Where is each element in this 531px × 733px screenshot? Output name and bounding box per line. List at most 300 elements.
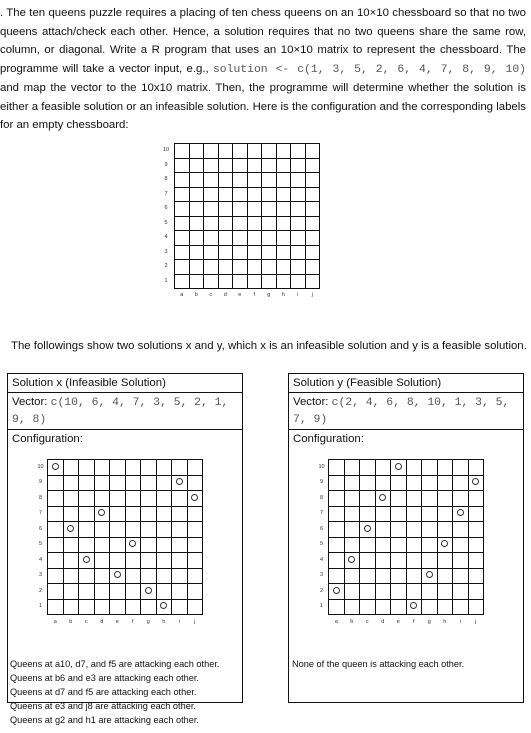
chessboard-grid: [315, 459, 484, 630]
board-square: [110, 599, 126, 615]
board-square: [406, 568, 422, 584]
board-square: [125, 460, 141, 476]
solution-x-vector: c(10, 6, 4, 7, 3, 5, 2, 1, 9, 8): [12, 397, 229, 426]
board-square: [125, 522, 141, 538]
board-square: [360, 584, 376, 600]
rank-label: 8: [164, 176, 168, 183]
board-square: [79, 568, 95, 584]
intro-text-2: and map the vector to the 10x10 matrix. Then, the programme will determine whether the solution is either a feasible solution or an infeasible solution. Here is the configuration and the corresponding labels for an empty chessboard:: [0, 82, 526, 131]
board-square: [422, 460, 438, 476]
rank-label: 6: [319, 525, 324, 532]
board-square: [141, 460, 157, 476]
example-code: solution <- c(1, 3, 5, 2, 6, 4, 7, 8, 9, 10): [212, 63, 527, 76]
board-square: [406, 599, 422, 615]
board-square: [94, 553, 110, 569]
note-line: Queens at d7 and f5 are attacking each other.: [10, 687, 197, 697]
board-square: [156, 460, 172, 476]
board-square: [291, 144, 306, 159]
board-square: [375, 522, 391, 538]
board-square: [360, 475, 376, 491]
board-square: [204, 144, 219, 159]
rank-label: 2: [38, 587, 43, 594]
rank-label: 8: [38, 494, 43, 501]
board-square: [79, 460, 95, 476]
board-square: [305, 260, 320, 275]
board-square: [437, 553, 453, 569]
board-square: [172, 584, 188, 600]
board-square: [262, 274, 277, 289]
rank-label: 3: [319, 572, 324, 579]
board-square: [453, 475, 469, 491]
board-square: [468, 537, 484, 553]
board-square: [48, 537, 64, 553]
board-square: [189, 216, 204, 231]
board-square: [329, 460, 345, 476]
board-square: [204, 274, 219, 289]
solution-y-config-label: Configuration:: [293, 433, 364, 445]
board-square: [48, 460, 64, 476]
board-square: [437, 599, 453, 615]
chessboard-grid: [158, 143, 320, 301]
board-square: [453, 599, 469, 615]
board-square: [204, 260, 219, 275]
board-square: [391, 537, 407, 553]
queen-marker-icon: [472, 478, 479, 485]
board-square: [189, 245, 204, 260]
board-square: [156, 568, 172, 584]
rank-label: 4: [38, 556, 43, 563]
board-square: [125, 506, 141, 522]
board-square: [468, 599, 484, 615]
board-square: [187, 599, 203, 615]
file-label: c: [209, 291, 213, 298]
board-square: [344, 475, 360, 491]
board-square: [437, 568, 453, 584]
board-square: [468, 506, 484, 522]
board-square: [48, 522, 64, 538]
board-square: [79, 537, 95, 553]
board-square: [94, 506, 110, 522]
queen-marker-icon: [191, 494, 198, 501]
board-square: [94, 568, 110, 584]
rank-label: 7: [319, 510, 324, 517]
board-square: [437, 537, 453, 553]
board-square: [305, 158, 320, 173]
board-square: [187, 553, 203, 569]
board-square: [175, 173, 190, 188]
note-line: Queens at e3 and j8 are attacking each other.: [10, 701, 196, 711]
board-square: [276, 216, 291, 231]
rank-label: 6: [164, 205, 168, 212]
board-square: [360, 537, 376, 553]
file-label: b: [194, 291, 198, 298]
board-square: [360, 491, 376, 507]
rank-label: 10: [37, 463, 44, 470]
board-square: [453, 491, 469, 507]
board-square: [79, 506, 95, 522]
board-square: [63, 584, 79, 600]
board-square: [247, 187, 262, 202]
board-square: [437, 522, 453, 538]
board-square: [172, 553, 188, 569]
board-square: [329, 584, 345, 600]
queen-marker-icon: [160, 602, 167, 609]
board-square: [141, 584, 157, 600]
board-square: [172, 599, 188, 615]
board-square: [247, 202, 262, 217]
board-square: [391, 475, 407, 491]
board-square: [175, 245, 190, 260]
file-label: g: [146, 618, 150, 625]
board-square: [468, 491, 484, 507]
board-square: [305, 173, 320, 188]
queen-marker-icon: [83, 556, 90, 563]
board-square: [156, 537, 172, 553]
board-square: [204, 202, 219, 217]
board-square: [187, 584, 203, 600]
board-square: [218, 274, 233, 289]
board-square: [204, 187, 219, 202]
board-square: [305, 245, 320, 260]
board-square: [453, 522, 469, 538]
board-square: [406, 491, 422, 507]
board-square: [48, 584, 64, 600]
board-square: [233, 158, 248, 173]
board-square: [375, 537, 391, 553]
queen-marker-icon: [98, 509, 105, 516]
solution-y-chessboard: [315, 459, 484, 630]
board-square: [125, 584, 141, 600]
board-square: [406, 553, 422, 569]
board-square: [468, 584, 484, 600]
rank-label: 2: [164, 263, 168, 270]
solution-x-notes: [10, 657, 219, 727]
rank-label: 1: [319, 603, 324, 610]
board-square: [344, 584, 360, 600]
board-square: [187, 522, 203, 538]
board-square: [360, 553, 376, 569]
board-square: [187, 460, 203, 476]
board-square: [437, 584, 453, 600]
file-label: h: [281, 291, 285, 298]
board-square: [262, 245, 277, 260]
file-label: c: [365, 618, 369, 625]
solution-x-config-label: Configuration:: [12, 433, 83, 445]
board-square: [329, 506, 345, 522]
board-square: [63, 553, 79, 569]
board-square: [94, 475, 110, 491]
board-square: [329, 522, 345, 538]
board-square: [141, 491, 157, 507]
board-square: [189, 274, 204, 289]
board-square: [406, 537, 422, 553]
board-square: [422, 599, 438, 615]
board-square: [204, 216, 219, 231]
board-square: [218, 202, 233, 217]
board-square: [79, 584, 95, 600]
board-square: [247, 158, 262, 173]
board-square: [305, 274, 320, 289]
file-label: f: [412, 618, 415, 625]
board-square: [233, 245, 248, 260]
board-square: [63, 537, 79, 553]
board-square: [156, 475, 172, 491]
board-square: [94, 599, 110, 615]
board-square: [63, 568, 79, 584]
file-label: a: [334, 618, 338, 625]
board-square: [94, 522, 110, 538]
file-label: h: [443, 618, 447, 625]
board-square: [48, 475, 64, 491]
board-square: [344, 553, 360, 569]
board-square: [125, 491, 141, 507]
rank-label: 4: [164, 234, 168, 241]
board-square: [48, 599, 64, 615]
board-square: [262, 144, 277, 159]
queen-marker-icon: [176, 478, 183, 485]
board-square: [79, 553, 95, 569]
solution-y-panel: [288, 373, 524, 703]
rank-label: 1: [38, 603, 43, 610]
board-square: [262, 216, 277, 231]
board-square: [453, 537, 469, 553]
file-label: j: [475, 618, 477, 625]
board-square: [110, 584, 126, 600]
board-square: [79, 522, 95, 538]
rank-label: 8: [319, 494, 324, 501]
board-square: [172, 475, 188, 491]
board-square: [360, 568, 376, 584]
board-square: [344, 537, 360, 553]
board-square: [156, 584, 172, 600]
board-square: [360, 506, 376, 522]
rank-label: 9: [38, 479, 43, 486]
board-square: [141, 475, 157, 491]
file-label: g: [427, 618, 431, 625]
board-square: [110, 491, 126, 507]
queen-marker-icon: [129, 540, 136, 547]
chessboard-grid: [34, 459, 203, 630]
file-label: c: [84, 618, 88, 625]
board-square: [172, 506, 188, 522]
board-square: [48, 553, 64, 569]
board-square: [218, 216, 233, 231]
file-label: d: [223, 291, 227, 298]
board-square: [453, 506, 469, 522]
rank-label: 2: [319, 587, 324, 594]
file-label: i: [178, 618, 180, 625]
empty-chessboard: [158, 143, 320, 301]
board-square: [63, 475, 79, 491]
board-square: [218, 144, 233, 159]
board-square: [156, 506, 172, 522]
board-square: [172, 522, 188, 538]
board-square: [156, 599, 172, 615]
file-label: e: [115, 618, 119, 625]
board-square: [468, 460, 484, 476]
board-square: [218, 231, 233, 246]
solution-x-chessboard: [34, 459, 203, 630]
board-square: [391, 568, 407, 584]
queen-marker-icon: [426, 571, 433, 578]
board-square: [291, 260, 306, 275]
board-square: [110, 568, 126, 584]
board-square: [406, 522, 422, 538]
board-square: [247, 144, 262, 159]
board-square: [422, 506, 438, 522]
board-square: [247, 260, 262, 275]
board-square: [125, 568, 141, 584]
board-square: [375, 553, 391, 569]
board-square: [187, 537, 203, 553]
board-square: [375, 599, 391, 615]
board-square: [391, 599, 407, 615]
board-square: [141, 506, 157, 522]
board-square: [175, 144, 190, 159]
file-label: i: [297, 291, 299, 298]
board-square: [406, 460, 422, 476]
board-square: [172, 460, 188, 476]
board-square: [360, 522, 376, 538]
file-label: h: [162, 618, 166, 625]
queen-marker-icon: [333, 587, 340, 594]
queen-marker-icon: [395, 463, 402, 470]
rank-label: 1: [164, 277, 168, 284]
board-square: [422, 491, 438, 507]
board-square: [391, 506, 407, 522]
board-square: [247, 216, 262, 231]
board-square: [48, 568, 64, 584]
file-label: e: [396, 618, 400, 625]
board-square: [437, 460, 453, 476]
file-label: b: [350, 618, 354, 625]
queen-marker-icon: [410, 602, 417, 609]
solution-y-vector: c(2, 4, 6, 8, 10, 1, 3, 5, 7, 9): [293, 397, 510, 426]
board-square: [344, 522, 360, 538]
board-square: [189, 202, 204, 217]
board-square: [276, 245, 291, 260]
queen-marker-icon: [52, 463, 59, 470]
note-line: Queens at a10, d7, and f5 are attacking each other.: [10, 659, 220, 669]
board-square: [422, 568, 438, 584]
board-square: [141, 553, 157, 569]
board-square: [360, 599, 376, 615]
board-square: [233, 173, 248, 188]
board-square: [329, 475, 345, 491]
board-square: [406, 475, 422, 491]
note-line: None of the queen is attacking each other.: [292, 659, 465, 669]
board-square: [187, 475, 203, 491]
board-square: [468, 553, 484, 569]
board-square: [422, 553, 438, 569]
board-square: [218, 173, 233, 188]
rank-label: 4: [319, 556, 324, 563]
board-square: [305, 187, 320, 202]
board-square: [247, 274, 262, 289]
board-square: [233, 202, 248, 217]
board-square: [187, 568, 203, 584]
rank-label: 9: [319, 479, 324, 486]
board-square: [453, 553, 469, 569]
board-square: [262, 202, 277, 217]
board-square: [453, 460, 469, 476]
board-square: [110, 553, 126, 569]
file-label: j: [194, 618, 196, 625]
note-line: Queens at b6 and e3 are attacking each other.: [10, 673, 199, 683]
board-square: [344, 491, 360, 507]
board-square: [344, 506, 360, 522]
board-square: [375, 568, 391, 584]
board-square: [276, 274, 291, 289]
board-square: [156, 553, 172, 569]
board-square: [437, 506, 453, 522]
board-square: [329, 491, 345, 507]
board-square: [94, 491, 110, 507]
board-square: [110, 460, 126, 476]
board-square: [468, 475, 484, 491]
board-square: [63, 522, 79, 538]
queen-marker-icon: [348, 556, 355, 563]
board-square: [218, 187, 233, 202]
board-square: [422, 537, 438, 553]
board-square: [262, 173, 277, 188]
board-square: [175, 231, 190, 246]
rank-label: 5: [319, 541, 324, 548]
board-square: [218, 260, 233, 275]
solution-x-title: Solution x (Infeasible Solution): [8, 374, 242, 393]
queen-marker-icon: [379, 494, 386, 501]
board-square: [291, 245, 306, 260]
board-square: [110, 506, 126, 522]
board-square: [189, 144, 204, 159]
file-label: i: [459, 618, 461, 625]
board-square: [125, 599, 141, 615]
rank-label: 10: [318, 463, 325, 470]
board-square: [204, 158, 219, 173]
board-square: [218, 158, 233, 173]
board-square: [94, 537, 110, 553]
solution-x-panel: [7, 373, 243, 703]
board-square: [175, 158, 190, 173]
board-square: [247, 173, 262, 188]
board-square: [233, 144, 248, 159]
board-square: [375, 460, 391, 476]
board-square: [79, 475, 95, 491]
board-square: [233, 260, 248, 275]
board-square: [189, 173, 204, 188]
board-square: [125, 475, 141, 491]
board-square: [63, 491, 79, 507]
board-square: [406, 506, 422, 522]
board-square: [204, 245, 219, 260]
board-square: [172, 491, 188, 507]
board-square: [375, 475, 391, 491]
board-square: [141, 537, 157, 553]
file-label: j: [311, 291, 313, 298]
board-square: [94, 460, 110, 476]
rank-label: 5: [38, 541, 43, 548]
file-label: d: [100, 618, 104, 625]
board-square: [156, 491, 172, 507]
board-square: [156, 522, 172, 538]
board-square: [175, 202, 190, 217]
board-square: [175, 274, 190, 289]
board-square: [247, 231, 262, 246]
board-square: [305, 216, 320, 231]
file-label: a: [180, 291, 184, 298]
solution-x-vector-label: Vector:: [12, 396, 51, 408]
board-square: [406, 584, 422, 600]
